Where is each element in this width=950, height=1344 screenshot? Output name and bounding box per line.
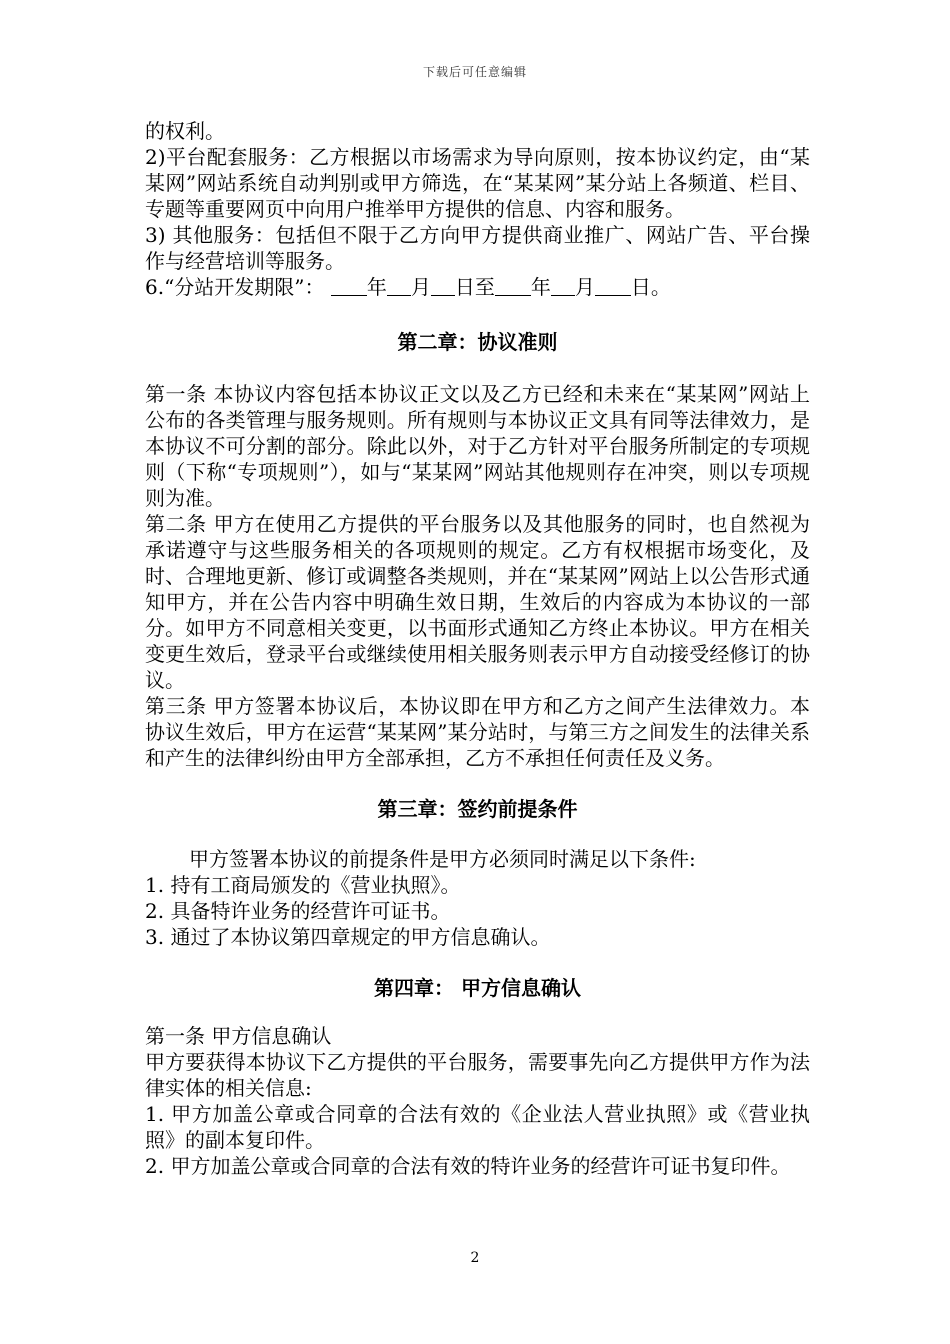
day-label: 日。 xyxy=(630,275,671,299)
list-item: 2. 甲方加盖公章或合同章的合法有效的特许业务的经营许可证书复印件。 xyxy=(145,1154,791,1178)
article: 第一条 本协议内容包括本协议正文以及乙方已经和未来在“某某网”网站上公布的各类管理与服务规则。所有规则与本协议正文具有同等法律效力，是本协议不可分割的部分。除此以外，对于乙方针对平台服务所制定的专项规则（下称“专项规则”），如与“某某网”网站其他规则存在冲突，则以专项规则为准。 xyxy=(145,382,810,510)
list-item: 3. 通过了本协议第四章规定的甲方信息确认。 xyxy=(145,925,551,949)
blank-field xyxy=(551,277,575,296)
chapter-title: 第三章：签约前提条件 xyxy=(377,797,578,821)
article: 第二条 甲方在使用乙方提供的平台服务以及其他服务的同时，也自然视为承诺遵守与这些服务相关的各项规则的规定。乙方有权根据市场变化，及时、合理地更新、修订或调整各类规则，并在“某某网”网站上以公告形式通知甲方，并在公告内容中明确生效日期，生效后的内容成为本协议的一部分。如甲方不同意相关变更，以书面形式通知乙方终止本协议。甲方在相关变更生效后，登录平台或继续使用相关服务则表示甲方自动接受经修订的协议。 xyxy=(145,512,810,692)
list-item: 1. 甲方加盖公章或合同章的合法有效的《企业法人营业执照》或《营业执照》的副本复印件。 xyxy=(145,1102,810,1152)
chapter-title: 第二章：协议准则 xyxy=(397,330,558,354)
chapter-title: 第四章： 甲方信息确认 xyxy=(374,976,581,1000)
paragraph: 甲方要获得本协议下乙方提供的平台服务，需要事先向乙方提供甲方作为法律实体的相关信息: xyxy=(145,1050,810,1100)
list-item: 1. 持有工商局颁发的《营业执照》。 xyxy=(145,873,461,897)
paragraph: 第一条 甲方信息确认 xyxy=(145,1024,332,1048)
blank-field xyxy=(387,277,411,296)
list-item: 2. 具备特许业务的经营许可证书。 xyxy=(145,899,451,923)
page-header: 下载后可任意编辑 xyxy=(422,65,527,79)
month-label: 月 xyxy=(574,275,595,299)
article: 第三条 甲方签署本协议后，本协议即在甲方和乙方之间产生法律效力。本协议生效后，甲方在运营“某某网”某分站时，与第三方之间发生的法律关系和产生的法律纠纷由甲方全部承担，乙方不承担任何责任及义务。 xyxy=(145,694,810,770)
blank-field xyxy=(495,277,531,296)
document-body xyxy=(145,118,810,1179)
blank-field xyxy=(431,277,455,296)
paragraph: 3) 其他服务：包括但不限于乙方向甲方提供商业推广、网站广告、平台操作与经营培训等服务。 xyxy=(145,223,810,273)
period-label: 6.“分站开发期限”： xyxy=(145,275,325,299)
day-to-label: 日至 xyxy=(454,275,495,299)
paragraph: 的权利。 xyxy=(145,119,225,143)
year-label: 年 xyxy=(366,275,387,299)
blank-field xyxy=(331,277,367,296)
period-line xyxy=(145,274,810,300)
paragraph: 2)平台配套服务：乙方根据以市场需求为导向原则，按本协议约定，由“某某网”网站系统自动判别或甲方筛选，在“某某网”某分站上各频道、栏目、专题等重要网页中向用户推举甲方提供的信息、内容和服务。 xyxy=(145,145,810,221)
blank-field xyxy=(595,277,631,296)
paragraph: 甲方签署本协议的前提条件是甲方必须同时满足以下条件: xyxy=(189,847,696,871)
month-label: 月 xyxy=(410,275,431,299)
page-number: 2 xyxy=(470,1250,480,1266)
year-label: 年 xyxy=(530,275,551,299)
